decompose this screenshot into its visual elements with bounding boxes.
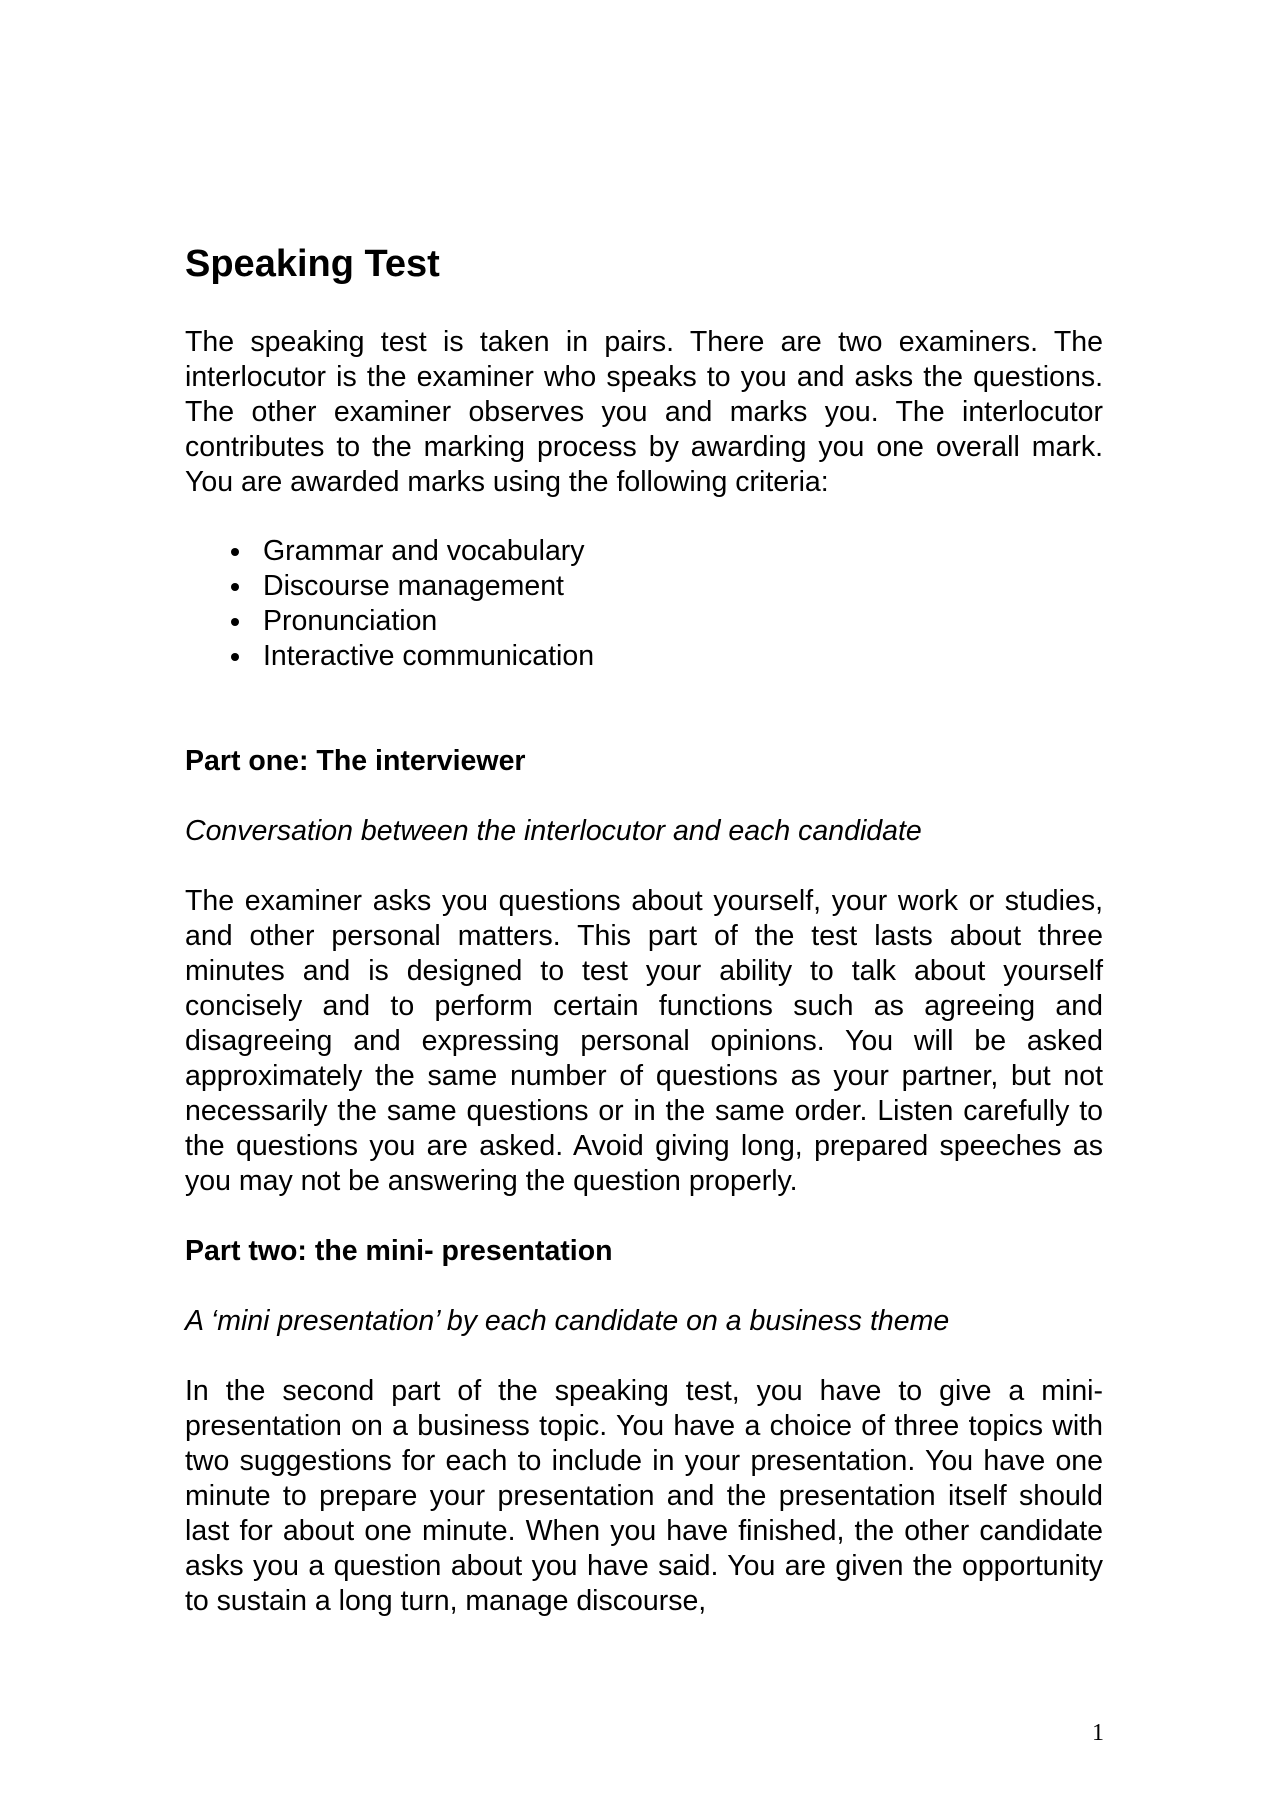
list-item: Interactive communication (185, 639, 1103, 674)
page-number: 1 (1092, 1720, 1104, 1746)
list-item: Pronunciation (185, 604, 1103, 639)
part-two-subtitle: A ‘mini presentation’ by each candidate on a business theme (185, 1304, 950, 1337)
list-item: Grammar and vocabulary (185, 534, 1103, 569)
part-one-body: The examiner asks you questions about yourself, your work or studies, and other personal matters. This part of the test lasts about three minutes and is designed to test your ability to talk about yourself concisely and to perform certain functions such as agreeing and disagreeing and expressing personal opinions. You will be asked approximately the same number of questions as your partner, but not necessarily the same questions or in the same order. Listen carefully to the questions you are asked. Avoid giving long, prepared speeches as you may not be answering the question properly. (185, 884, 1103, 1197)
list-item: Discourse management (185, 569, 1103, 604)
part-two-body: In the second part of the speaking test, you have to give a mini-presentation on a business topic. You have a choice of three topics with two suggestions for each to include in your presentation. You have one minute to prepare your presentation and the presentation itself should last for about one minute. When you have finished, the other candidate asks you a question about you have said. You are given the opportunity to sustain a long turn, manage discourse, (185, 1374, 1103, 1617)
document-page (185, 242, 1103, 1619)
intro-paragraph: The speaking test is taken in pairs. There are two examiners. The interlocutor is the examiner who speaks to you and asks the questions. The other examiner observes you and marks you. The interlocutor contributes to the marking process by awarding you one overall mark. You are awarded marks using the following criteria: (185, 325, 1103, 498)
part-two-heading: Part two: the mini- presentation (185, 1234, 613, 1267)
part-one-subtitle: Conversation between the interlocutor and each candidate (185, 814, 922, 847)
part-one-heading: Part one: The interviewer (185, 744, 526, 777)
criteria-list (185, 534, 1103, 674)
page-title: Speaking Test (185, 243, 440, 285)
